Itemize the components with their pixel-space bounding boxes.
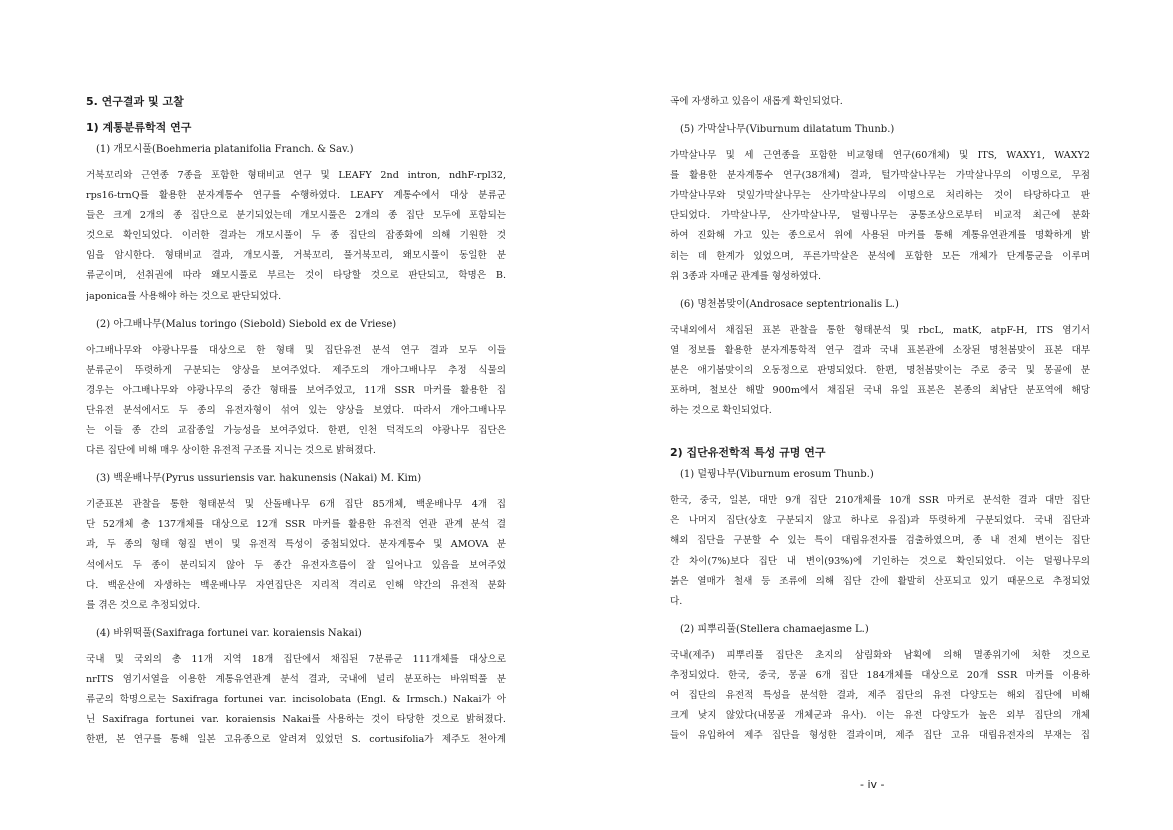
text-line: 가막살나무와 덧잎가막살나무는 산가막살나무의 이명으로 처리하는 것이 타당하다고 판 bbox=[670, 190, 1090, 202]
text-line: 기준표본 관찰을 통한 형태분석 및 산돌배나무 6개 집단 85개체, 백운배나무 4개 집 bbox=[86, 499, 506, 511]
paragraph-boehmeria bbox=[86, 166, 506, 307]
subsection-heading-taxonomy: 1) 계통분류학적 연구 bbox=[86, 121, 192, 134]
page-number: - iv - bbox=[860, 778, 885, 791]
text-line: 가막살나무 및 세 근연종을 포함한 비교형태 연구(60개체) 및 ITS, WAXY1, WAXY2 bbox=[670, 150, 1090, 162]
text-line: 다. bbox=[670, 595, 683, 607]
text-line: 열 정보를 활용한 분자계통학적 연구 결과 국내 표본관에 소장된 명천봄맞이 표본 대부 bbox=[670, 344, 1090, 356]
text-line: 석에서도 두 종이 분리되지 않아 두 종간 유전자흐름이 잘 일어나고 있음을 보여주었 bbox=[86, 559, 506, 571]
text-line: 곡에 자생하고 있음이 새롭게 확인되었다. bbox=[670, 96, 843, 107]
text-line: 를 겪은 것으로 추정되었다. bbox=[86, 599, 201, 611]
species-heading-viburnum-erosum: (1) 덜꿩나무(Viburnum erosum Thunb.) bbox=[680, 469, 874, 481]
paragraph-saxifraga bbox=[86, 650, 506, 750]
text-line: 단유전 분석에서도 두 종의 유전자형이 섞여 있는 양상을 보였다. 따라서 개아그배나무 bbox=[86, 404, 506, 416]
species-heading-androsace: (6) 명천봄맞이(Androsace septentrionalis L.) bbox=[680, 298, 899, 310]
section-heading: 5. 연구결과 및 고찰 bbox=[86, 95, 184, 108]
paragraph-stellera bbox=[670, 646, 1090, 746]
paragraph-pyrus bbox=[86, 495, 506, 616]
text-line: 단 52개체 총 137개체를 대상으로 12개 SSR 마커를 활용한 유전적 연관 관계 분석 결 bbox=[86, 519, 506, 531]
text-line: 들은 크게 2개의 종 집단으로 분기되었는데 개모시풀은 2개의 종 집단 모두에 포함되는 bbox=[86, 210, 506, 222]
paragraph-viburnum-dilatatum bbox=[670, 146, 1090, 287]
paragraph-androsace bbox=[670, 321, 1090, 421]
paragraph-continued bbox=[670, 92, 1090, 112]
text-line: 경우는 아그배나무와 야광나무의 중간 형태를 보여주었고, 11개 SSR 마커를 활용한 집 bbox=[86, 384, 506, 396]
right-column bbox=[670, 92, 1090, 754]
text-line: 는 이들 종 간의 교잡종일 가능성을 보여주었다. 한편, 인천 덕적도의 야광나무 집단은 bbox=[86, 425, 506, 437]
species-heading-viburnum-dilatatum: (5) 가막살나무(Viburnum dilatatum Thunb.) bbox=[680, 124, 895, 136]
species-heading-saxifraga: (4) 바위떡풀(Saxifraga fortunei var. koraiensis Nakai) bbox=[96, 627, 362, 639]
text-line: 다. 백운산에 자생하는 백운배나무 자연집단은 지리적 격리로 인해 약간의 유전적 분화 bbox=[86, 579, 506, 591]
text-line: 국내외에서 채집된 표본 관찰을 통한 형태분석 및 rbcL, matK, atpF-H, ITS 염기서 bbox=[670, 324, 1090, 336]
text-line: 임을 암시한다. 형태비교 결과, 개모시풀, 거북꼬리, 풀거북꼬리, 왜모시풀이 동일한 분 bbox=[86, 250, 506, 262]
text-line: 분은 애기봄맞이의 오동정으로 판명되었다. 한편, 명천봄맞이는 주로 중국 및 몽골에 분 bbox=[670, 364, 1090, 376]
text-line: 다른 집단에 비해 매우 상이한 유전적 구조를 지니는 것으로 밝혀졌다. bbox=[86, 445, 376, 457]
text-line: 은 나머지 집단(상호 구분되지 않고 하나로 유집)과 뚜렷하게 구분되었다. 국내 집단과 bbox=[670, 515, 1090, 527]
text-line: 붉은 열매가 철새 등 조류에 의해 집단 간에 활발히 산포되고 있기 때문으로 추정되었 bbox=[670, 575, 1090, 587]
text-line: 것으로 확인되었다. 이러한 결과는 개모시풀이 두 종 집단의 잡종화에 의해 기원한 것 bbox=[86, 230, 506, 242]
species-heading-boehmeria: (1) 개모시풀(Boehmeria platanifolia Franch. & Sav.) bbox=[96, 144, 354, 155]
species-heading-stellera: (2) 피뿌리풀(Stellera chamaejasme L.) bbox=[680, 623, 869, 635]
text-line: 류군의 학명으로는 Saxifraga fortunei var. incisolobata (Engl. & Irmsch.) Nakai가 아 bbox=[86, 693, 506, 705]
text-line: 단되었다. 가막살나무, 산가막살나무, 덜꿩나무는 공통조상으로부터 비교적 최근에 분화 bbox=[670, 210, 1090, 222]
text-line: rps16-trnQ를 활용한 분자계통수 연구를 수행하였다. LEAFY 계통수에서 대상 분류군 bbox=[86, 190, 506, 202]
text-line: 들이 유입하여 제주 집단을 형성한 결과이며, 제주 집단 고유 대립유전자의 부재는 집 bbox=[670, 730, 1090, 742]
spacer bbox=[670, 429, 1090, 443]
text-line: 히는 데 한계가 있었으며, 푸른가막살은 분석에 포함한 모든 개체가 단계통군을 이루며 bbox=[670, 250, 1090, 262]
text-line: 여 집단의 유전적 특성을 분석한 결과, 제주 집단의 유전 다양도는 해외 집단에 비해 bbox=[670, 689, 1090, 701]
text-line: 한편, 본 연구를 통해 일본 고유종으로 알려져 있었던 S. cortusifolia가 제주도 천아계 bbox=[86, 734, 506, 746]
text-line: 닌 Saxifraga fortunei var. koraiensis Nakai를 사용하는 것이 타당한 것으로 밝혀졌다. bbox=[86, 714, 506, 726]
text-line: 과, 두 종의 형태 형질 변이 및 유전적 특성이 중첩되었다. 분자계통수 및 AMOVA 분 bbox=[86, 539, 506, 551]
paragraph-viburnum-erosum bbox=[670, 491, 1090, 612]
text-line: 국내(제주) 피뿌리풀 집단은 초지의 삼림화와 남획에 의해 멸종위기에 처한 것으로 bbox=[670, 649, 1090, 661]
text-line: 포하며, 철보산 해발 900m에서 채집된 국내 유일 표본은 본종의 최남단 분포역에 해당 bbox=[670, 385, 1090, 397]
species-heading-pyrus: (3) 백운배나무(Pyrus ussuriensis var. hakunensis (Nakai) M. Kim) bbox=[96, 473, 422, 485]
text-line: japonica를 사용해야 하는 것으로 판단되었다. bbox=[86, 290, 282, 302]
text-line: 해외 집단을 구분할 수 있는 특이 대립유전자를 검출하였으며, 종 내 전체 변이는 집단 bbox=[670, 535, 1090, 547]
text-line: 추정되었다. 한국, 중국, 몽골 6개 집단 184개체를 대상으로 20개 SSR 마커를 이용하 bbox=[670, 669, 1090, 681]
text-line: 하여 진화해 가고 있는 종으로서 위에 사용된 마커를 통해 계통유연관계를 명확하게 밝 bbox=[670, 230, 1090, 242]
text-line: 간 차이(7%)보다 집단 내 변이(93%)에 기인하는 것으로 확인되었다. 이는 덜꿩나무의 bbox=[670, 555, 1090, 567]
text-line: 거북꼬리와 근연종 7종을 포함한 형태비교 연구 및 LEAFY 2nd intron, ndhF-rpl32, bbox=[86, 170, 506, 181]
text-line: 국내 및 국외의 총 11개 지역 18개 집단에서 채집된 7분류군 111개체를 대상으로 bbox=[86, 653, 506, 665]
subsection-heading-population-genetics: 2) 집단유전학적 특성 규명 연구 bbox=[670, 446, 826, 460]
text-line: 아그배나무와 야광나무를 대상으로 한 형태 및 집단유전 분석 연구 결과 모두 이들 bbox=[86, 344, 506, 356]
paragraph-malus bbox=[86, 341, 506, 462]
text-line: 크게 낮지 않았다(내몽골 개체군과 유사). 이는 유전 다양도가 높은 외부 집단의 개체 bbox=[670, 710, 1090, 722]
species-heading-malus: (2) 아그배나무(Malus toringo (Siebold) Siebold ex de Vriese) bbox=[96, 318, 397, 330]
text-line: 한국, 중국, 일본, 대만 9개 집단 210개체를 10개 SSR 마커로 분석한 결과 대만 집단 bbox=[670, 495, 1090, 507]
text-line: 하는 것으로 확인되었다. bbox=[670, 405, 772, 417]
text-line: 류군이며, 선취권에 따라 왜모시풀로 부르는 것이 타당할 것으로 판단되고, 학명은 B. bbox=[86, 270, 506, 282]
left-column bbox=[86, 92, 506, 758]
text-line: 위 3종과 자매군 관계를 형성하였다. bbox=[670, 270, 822, 282]
text-line: nrITS 염기서열을 이용한 계통유연관계 분석 결과, 국내에 널리 분포하는 바위떡풀 분 bbox=[86, 673, 506, 685]
text-line: 를 활용한 분자계통수 연구(38개체) 결과, 털가막살나무는 가막살나무의 이명으로, 무점 bbox=[670, 170, 1090, 182]
text-line: 분류군이 뚜렷하게 구분되는 양상을 보여주었다. 제주도의 개아그배나무 추정 식물의 bbox=[86, 364, 506, 376]
